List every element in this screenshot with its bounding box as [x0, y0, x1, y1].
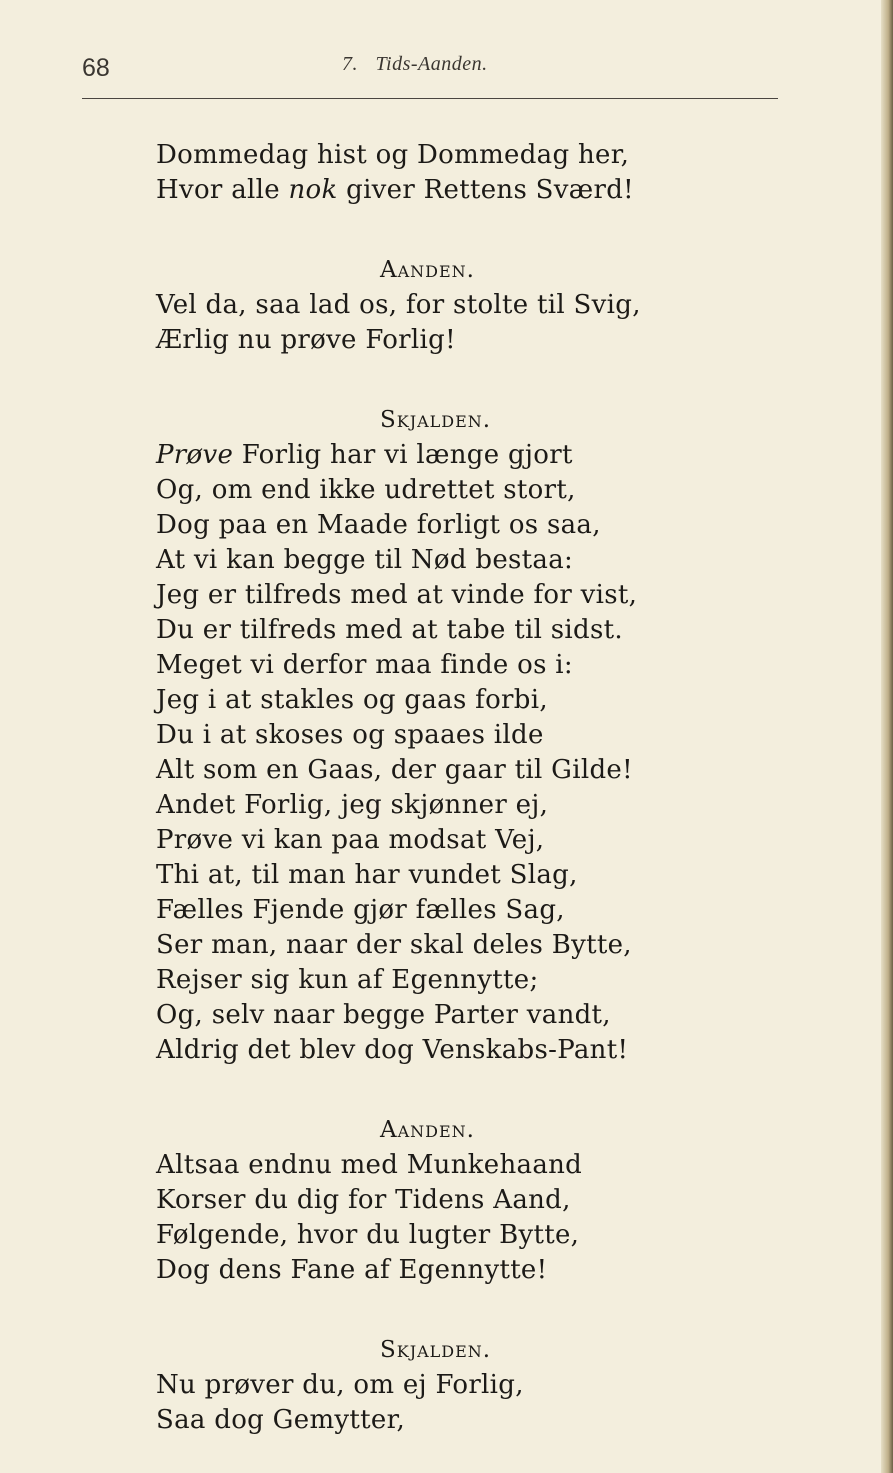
verse-line: Korser du dig for Tidens Aand, — [156, 1185, 571, 1215]
verse-line: Nu prøver du, om ej Forlig, — [156, 1370, 524, 1400]
verse-line: Du i at skoses og spaaes ilde — [156, 720, 544, 750]
verse-text — [156, 138, 796, 1438]
verse-line: At vi kan begge til Nød bestaa: — [156, 545, 574, 575]
verse-line: Fælles Fjende gjør fælles Sag, — [156, 895, 565, 925]
speaker-heading: Aanden. — [380, 1117, 475, 1143]
verse-line: Meget vi derfor maa finde os i: — [156, 650, 573, 680]
emphasis: nok — [288, 175, 338, 205]
verse-line: Dommedag hist og Dommedag her, — [156, 140, 630, 170]
verse-line: Thi at, til man har vundet Slag, — [156, 860, 578, 890]
verse-stanza — [156, 473, 796, 1068]
verse-line: Saa dog Gemytter, — [156, 1405, 406, 1435]
verse-line: Prøve vi kan paa modsat Vej, — [156, 825, 545, 855]
verse-line: Jeg er tilfreds med at vinde for vist, — [156, 580, 638, 610]
verse-line: Ærlig nu prøve Forlig! — [156, 325, 456, 355]
verse-line: Altsaa endnu med Munkehaand — [156, 1150, 583, 1180]
verse-line: Du er tilfreds med at tabe til sidst. — [156, 615, 623, 645]
verse-line: Prøve Forlig har vi længe gjort — [156, 440, 573, 470]
verse-line: Dog dens Fane af Egennytte! — [156, 1255, 548, 1285]
verse-stanza — [156, 1368, 796, 1438]
verse-line: Ser man, naar der skal deles Bytte, — [156, 930, 632, 960]
verse-line: Jeg i at stakles og gaas forbi, — [156, 685, 548, 715]
section-number: 7. — [342, 53, 358, 75]
verse-line: Aldrig det blev dog Venskabs-Pant! — [156, 1035, 629, 1065]
verse-stanza — [156, 1148, 796, 1288]
verse-line: Alt som en Gaas, der gaar til Gilde! — [156, 755, 633, 785]
emphasis: Prøve — [156, 440, 234, 470]
verse-line: Og, selv naar begge Parter vandt, — [156, 1000, 611, 1030]
page-number: 68 — [82, 54, 110, 82]
verse-line: Hvor alle nok giver Rettens Sværd! — [156, 175, 634, 205]
header-rule — [82, 98, 778, 99]
verse-line: Rejser sig kun af Egennytte; — [156, 965, 539, 995]
section-title: Tids-Aanden. — [375, 53, 488, 75]
verse-line: Andet Forlig, jeg skjønner ej, — [156, 790, 549, 820]
verse-line: Vel da, saa lad os, for stolte til Svig, — [156, 290, 641, 320]
speaker-heading: Skjalden. — [380, 1337, 492, 1363]
speaker-heading: Skjalden. — [380, 407, 492, 433]
speaker-heading: Aanden. — [380, 257, 475, 283]
verse-line: Følgende, hvor du lugter Bytte, — [156, 1220, 580, 1250]
page-edge — [881, 0, 893, 1473]
running-head — [342, 53, 488, 76]
verse-line: Dog paa en Maade forligt os saa, — [156, 510, 601, 540]
verse-line: Og, om end ikke udrettet stort, — [156, 475, 576, 505]
